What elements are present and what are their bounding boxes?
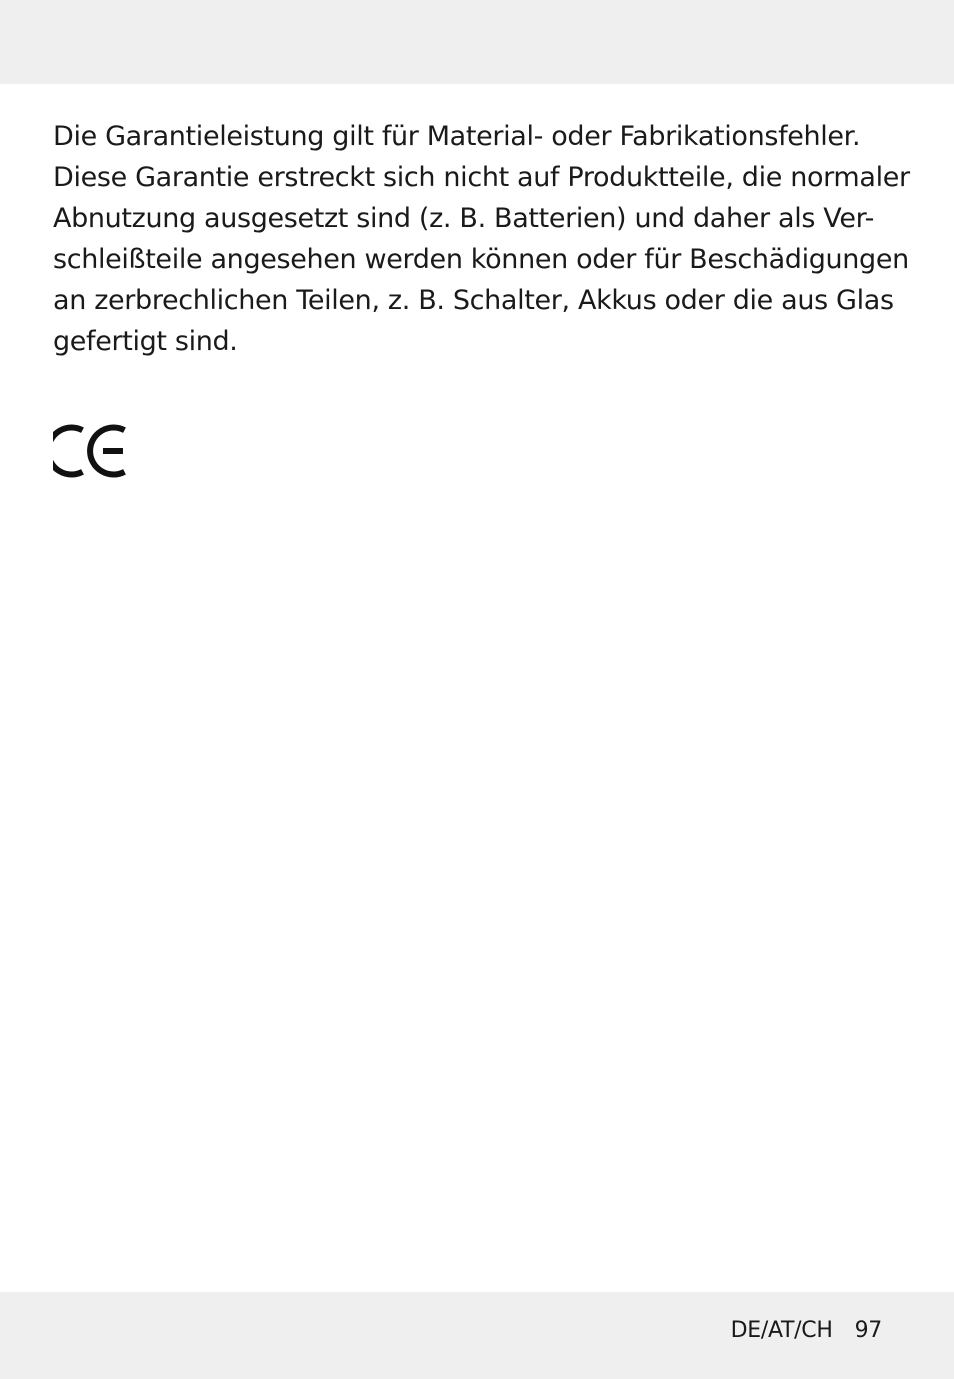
ce-mark-icon bbox=[53, 424, 129, 478]
paragraph-line: Diese Garantie erstreckt sich nicht auf Produktteile, die normaler bbox=[53, 162, 910, 193]
header-band bbox=[0, 0, 954, 84]
paragraph-line: Abnutzung ausgesetzt sind (z. B. Batterien) und daher als Ver- bbox=[53, 203, 875, 234]
page-footer bbox=[731, 1317, 882, 1345]
paragraph-line: Die Garantieleistung gilt für Material- oder Fabrikationsfehler. bbox=[53, 121, 861, 152]
page-number: 97 bbox=[854, 1318, 882, 1343]
paragraph-line: an zerbrechlichen Teilen, z. B. Schalter, Akkus oder die aus Glas bbox=[53, 285, 894, 316]
region-label: DE/AT/CH bbox=[730, 1318, 833, 1343]
warranty-paragraph bbox=[53, 116, 913, 362]
paragraph-line: gefertigt sind. bbox=[53, 326, 238, 357]
paragraph-line: schleißteile angesehen werden können oder für Beschädigungen bbox=[53, 244, 909, 275]
